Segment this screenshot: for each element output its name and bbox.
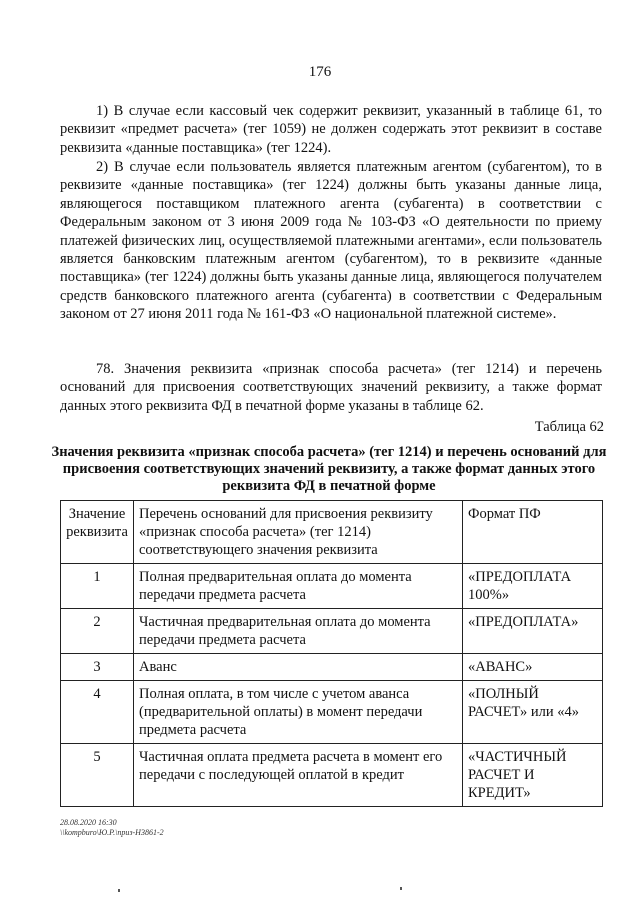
cell-value: 5 — [61, 744, 134, 807]
table-row — [61, 564, 603, 609]
cell-value: 4 — [61, 681, 134, 744]
cell-value: 2 — [61, 609, 134, 654]
paragraph-78 — [60, 360, 602, 415]
cell-basis: Полная оплата, в том числе с учетом аванса (предварительной оплаты) в момент передачи предмета расчета — [134, 681, 463, 744]
print-timestamp: 28.08.2020 16:30 — [60, 818, 117, 827]
table-title: Значения реквизита «признак способа расчета» (тег 1214) и перечень оснований для присвоения соответствующих значений реквизиту, а также формат данных этого реквизита ФД в печатной форме — [51, 444, 607, 495]
paragraph-1-text: 1) В случае если кассовый чек содержит реквизит, указанный в таблице 61, то реквизит «предмет расчета» (тег 1059) не должен содержать этот реквизит в составе реквизита «данные поставщика» (тег 1224). — [60, 103, 602, 156]
cell-format: «ПРЕДОПЛАТА» — [463, 609, 603, 654]
table-row — [61, 744, 603, 807]
scan-speck — [118, 889, 120, 892]
cell-format: «ПРЕДОПЛАТА 100%» — [463, 564, 603, 609]
cell-basis: Аванс — [134, 654, 463, 681]
scan-speck — [400, 887, 402, 890]
table-row — [61, 609, 603, 654]
cell-basis: Частичная оплата предмета расчета в момент его передачи с последующей оплатой в кредит — [134, 744, 463, 807]
paragraph-78-text: 78. Значения реквизита «признак способа расчета» (тег 1214) и перечень оснований для присвоения соответствующих значений реквизиту, а также формат данных этого реквизита ФД в печатной форме указаны в таблице 62. — [60, 361, 602, 414]
file-path: \\kompburo\Ю.Р.\приз-Н3861-2 — [60, 828, 164, 837]
cell-format: «ПОЛНЫЙ РАСЧЕТ» или «4» — [463, 681, 603, 744]
cell-basis: Частичная предварительная оплата до момента передачи предмета расчета — [134, 609, 463, 654]
paragraph-2-text: 2) В случае если пользователь является платежным агентом (субагентом), то в реквизите «данные поставщика» (тег 1224) должны быть указаны данные лица, являющегося поставщиком платежного агента (субагента) в соответствии с Федеральным законом от 3 июня 2009 года № 103-ФЗ «О деятельности по приему платежей физических лиц, осуществляемой платежными агентами», если пользователь является банковским платежным агентом (субагентом), то в реквизите «данные поставщика» (тег 1224) должны быть указаны данные лица, являющегося получателем средств банковского платежного агента (субагента) в соответствии с Федеральным законом от 27 июня 2011 года № 161-ФЗ «О национальной платежной системе». — [60, 159, 602, 323]
print-footer — [60, 818, 164, 838]
header-value: Значение реквизита — [61, 501, 134, 564]
table-header-row — [61, 501, 603, 564]
paragraph-2 — [60, 158, 602, 324]
table-caption: Таблица 62 — [534, 419, 604, 435]
payment-method-table — [60, 500, 603, 807]
cell-basis: Полная предварительная оплата до момента передачи предмета расчета — [134, 564, 463, 609]
header-format: Формат ПФ — [463, 501, 603, 564]
table-row — [61, 681, 603, 744]
cell-format: «ЧАСТИЧНЫЙ РАСЧЕТ И КРЕДИТ» — [463, 744, 603, 807]
cell-value: 1 — [61, 564, 134, 609]
cell-value: 3 — [61, 654, 134, 681]
paragraph-1 — [60, 102, 602, 157]
header-basis: Перечень оснований для присвоения реквизиту «признак способа расчета» (тег 1214) соответствующего значения реквизита — [134, 501, 463, 564]
page-number: 176 — [308, 64, 332, 80]
table-row — [61, 654, 603, 681]
cell-format: «АВАНС» — [463, 654, 603, 681]
